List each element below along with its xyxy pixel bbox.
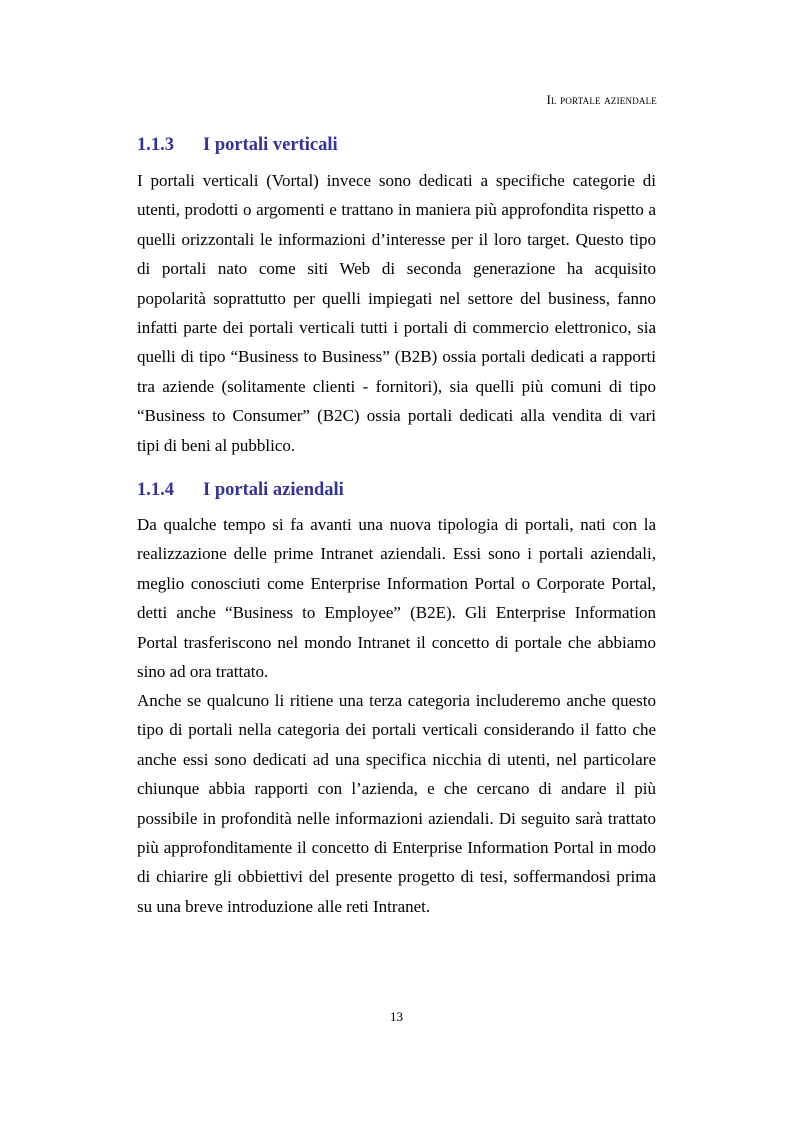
text-line: Anche se qualcuno li ritiene una terza categoria includeremo anche questo (137, 691, 656, 710)
section-heading-corporate-portals (137, 480, 344, 501)
text-line: utenti, prodotti o argomenti e trattano in maniera più approfondita rispetto a (137, 200, 656, 220)
section-title: I portali verticali (203, 135, 338, 155)
section-title: I portali aziendali (203, 480, 344, 500)
text-line: “Business to Consumer” (B2C) ossia portali dedicati alla vendita di vari (137, 406, 656, 426)
text-line: quelli orizzontali le informazioni d’interesse per il loro target. Questo tipo (137, 229, 656, 249)
text-line: su una breve introduzione alle reti Intranet. (137, 896, 431, 916)
paragraph-vertical-portals (137, 166, 656, 460)
text-line: anche essi sono dedicati ad una specifica nicchia di utenti, nel particolare (137, 749, 656, 769)
text-line: chiunque abbia rapporti con l’azienda, e che cercano di andare il più (137, 779, 656, 799)
running-header: Il portale aziendale (546, 92, 657, 107)
text-line: infatti parte dei portali verticali tutti i portali di commercio elettronico, sia (137, 317, 656, 337)
text-line: detti anche “Business to Employee” (B2E). Gli Enterprise Information (137, 603, 656, 623)
section-number: 1.1.4 (137, 480, 174, 500)
text-line: quelli di tipo “Business to Business” (B2B) ossia portali dedicati a rapporti (137, 347, 656, 367)
text-line: possibile in profondità nelle informazioni aziendali. Di seguito sarà trattato (137, 808, 656, 828)
text-line: di portali nato come siti Web di seconda generazione ha acquisito (137, 259, 656, 279)
text-line: realizzazione delle prime Intranet aziendali. Essi sono i portali aziendali, (137, 544, 656, 564)
text-line: tra aziende (solitamente clienti - fornitori), sia quelli più comuni di tipo (137, 376, 656, 396)
section-heading-vertical-portals (137, 135, 338, 156)
text-line: tipo di portali nella categoria dei portali verticali considerando il fatto che (137, 720, 656, 740)
text-line: popolarità soprattutto per quelli impiegati nel settore del business, fanno (137, 288, 656, 308)
text-line: più approfonditamente il concetto di Enterprise Information Portal in modo (137, 837, 656, 857)
text-line: Da qualche tempo si fa avanti una nuova tipologia di portali, nati con la (137, 515, 656, 534)
text-line: sino ad ora trattato. (137, 661, 269, 681)
text-line: di chiarire gli obbiettivi del presente progetto di tesi, soffermandosi prima (137, 867, 656, 887)
text-line: meglio conosciuti come Enterprise Information Portal o Corporate Portal, (137, 573, 656, 593)
text-line: Portal trasferiscono nel mondo Intranet il concetto di portale che abbiamo (137, 632, 656, 652)
section-number: 1.1.3 (137, 135, 174, 155)
paragraph-corporate-portals-2 (137, 686, 656, 921)
paragraph-corporate-portals-1 (137, 510, 656, 686)
page-number: 13 (390, 1009, 403, 1024)
text-line: tipi di beni al pubblico. (137, 435, 296, 455)
text-line: I portali verticali (Vortal) invece sono dedicati a specifiche categorie di (137, 171, 656, 190)
